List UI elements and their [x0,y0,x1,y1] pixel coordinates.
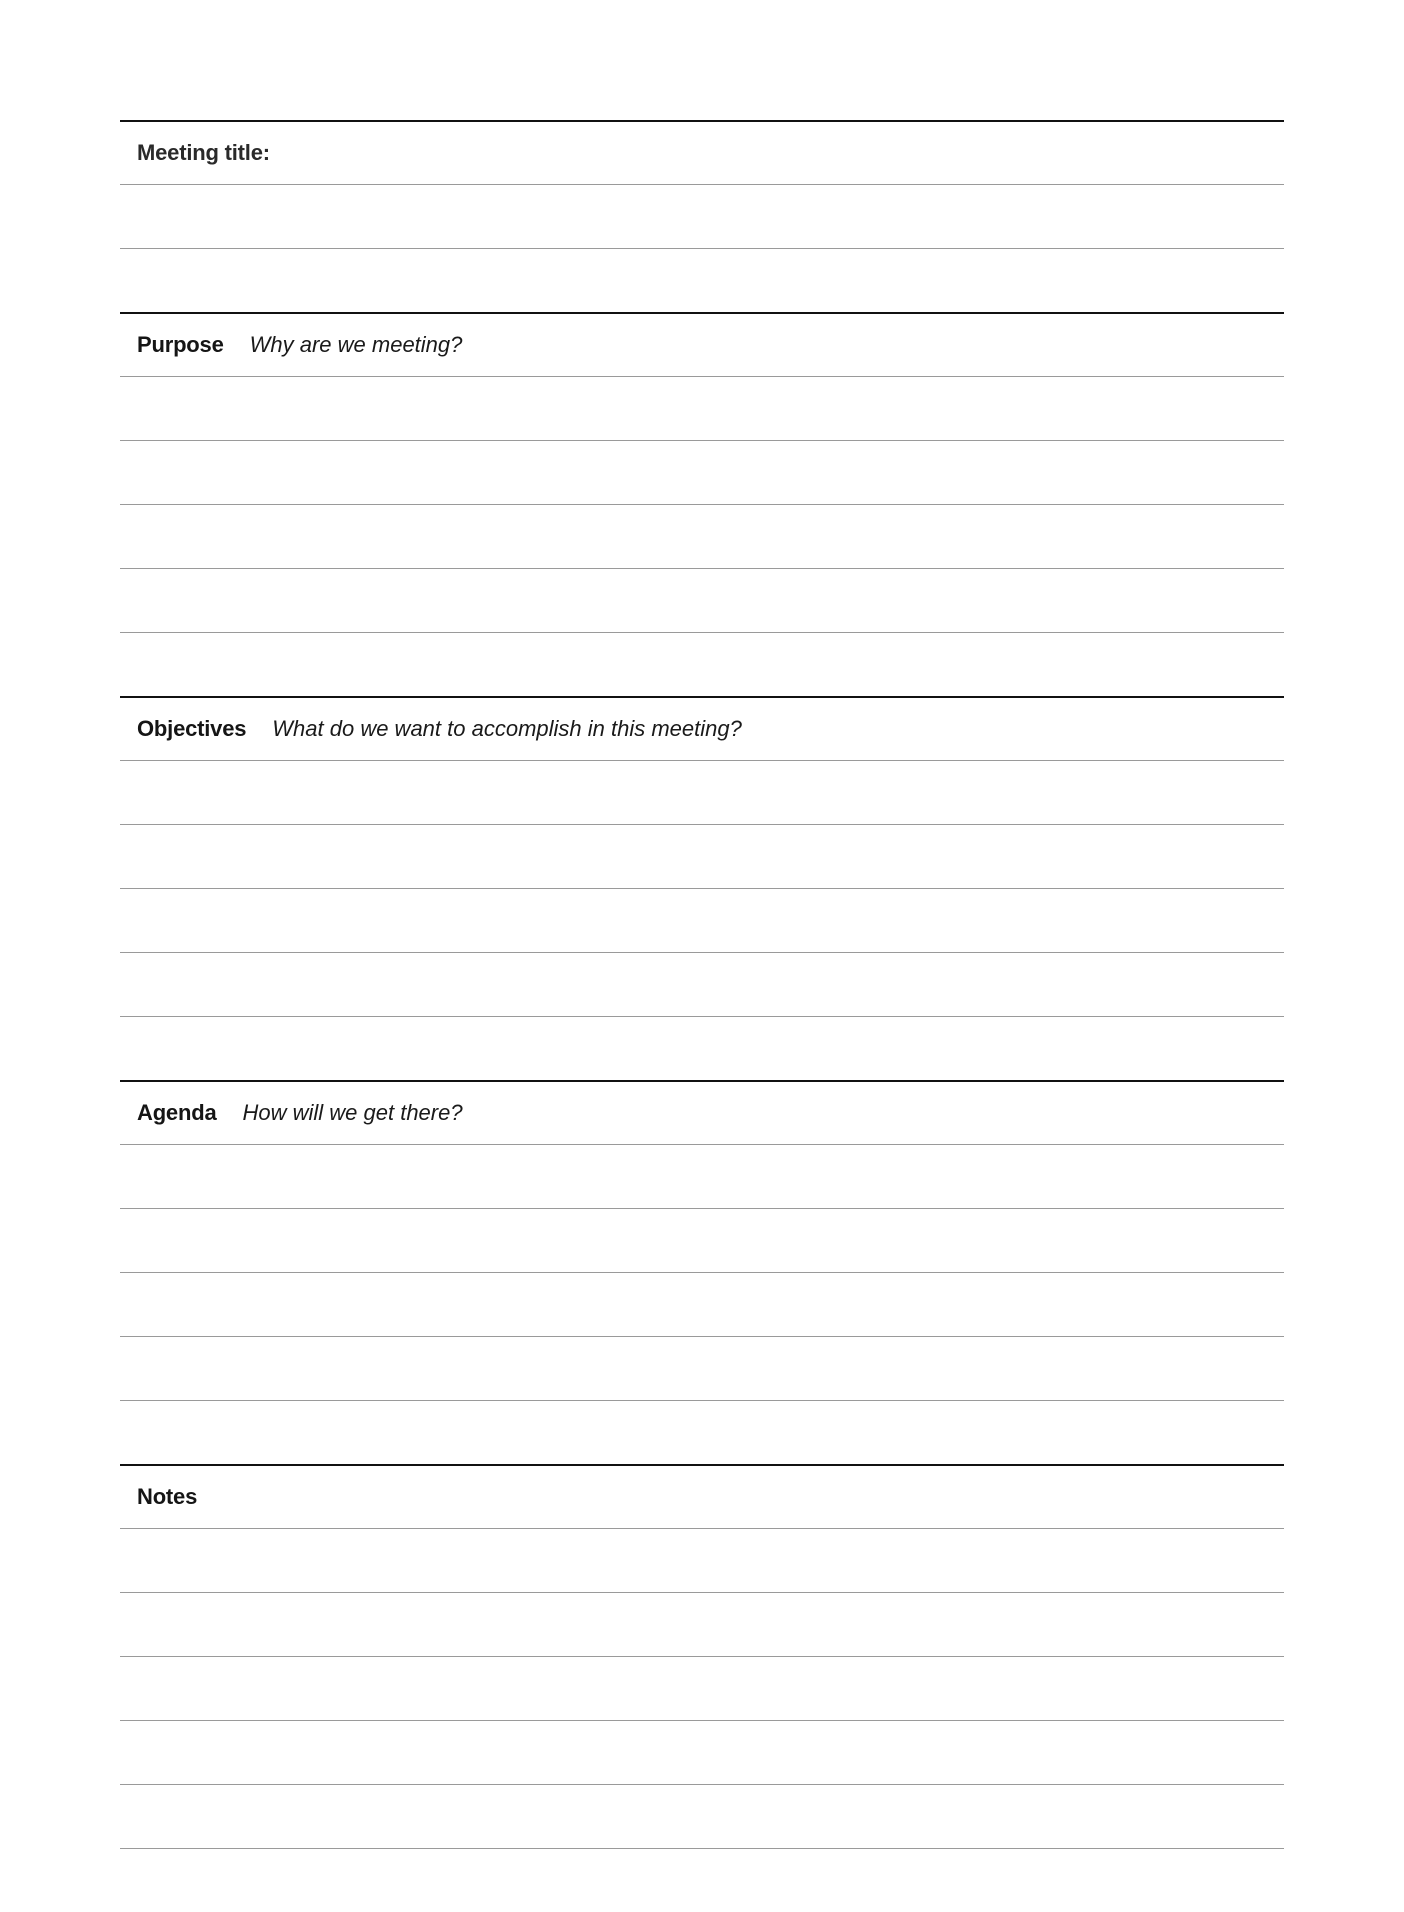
agenda-writing-line[interactable] [120,1272,1284,1336]
notes-writing-line[interactable] [120,1848,1284,1912]
objectives-writing-line[interactable] [120,1016,1284,1080]
section-header-notes [120,1464,1284,1528]
purpose-writing-line[interactable] [120,440,1284,504]
objectives-writing-line[interactable] [120,824,1284,888]
meeting-title-label: Meeting title: [137,139,270,165]
purpose-writing-line[interactable] [120,568,1284,632]
notes-writing-line[interactable] [120,1592,1284,1656]
objectives-label: Objectives [137,715,247,741]
agenda-writing-line[interactable] [120,1144,1284,1208]
notes-writing-line[interactable] [120,1528,1284,1592]
agenda-prompt: How will we get there? [242,1099,463,1125]
section-header-agenda [120,1080,1284,1144]
meeting-title-writing-line[interactable] [120,248,1284,312]
agenda-label: Agenda [137,1099,217,1125]
section-meeting-title [120,120,1284,312]
section-agenda [120,1080,1284,1464]
section-notes [120,1464,1284,1912]
objectives-prompt: What do we want to accomplish in this meeting? [272,715,742,741]
section-header-purpose [120,312,1284,376]
agenda-writing-line[interactable] [120,1208,1284,1272]
notes-writing-line[interactable] [120,1656,1284,1720]
agenda-writing-line[interactable] [120,1400,1284,1464]
purpose-prompt: Why are we meeting? [249,331,463,357]
purpose-writing-line[interactable] [120,632,1284,696]
agenda-writing-line[interactable] [120,1336,1284,1400]
meeting-planner-form [120,120,1284,1912]
purpose-writing-line[interactable] [120,504,1284,568]
section-header-objectives [120,696,1284,760]
section-header-meeting-title [120,120,1284,184]
notes-writing-line[interactable] [120,1720,1284,1784]
objectives-writing-line[interactable] [120,760,1284,824]
section-objectives [120,696,1284,1080]
notes-writing-line[interactable] [120,1784,1284,1848]
section-purpose [120,312,1284,696]
notes-label: Notes [137,1483,198,1509]
objectives-writing-line[interactable] [120,888,1284,952]
purpose-writing-line[interactable] [120,376,1284,440]
purpose-label: Purpose [137,331,224,357]
meeting-title-writing-line[interactable] [120,184,1284,248]
objectives-writing-line[interactable] [120,952,1284,1016]
